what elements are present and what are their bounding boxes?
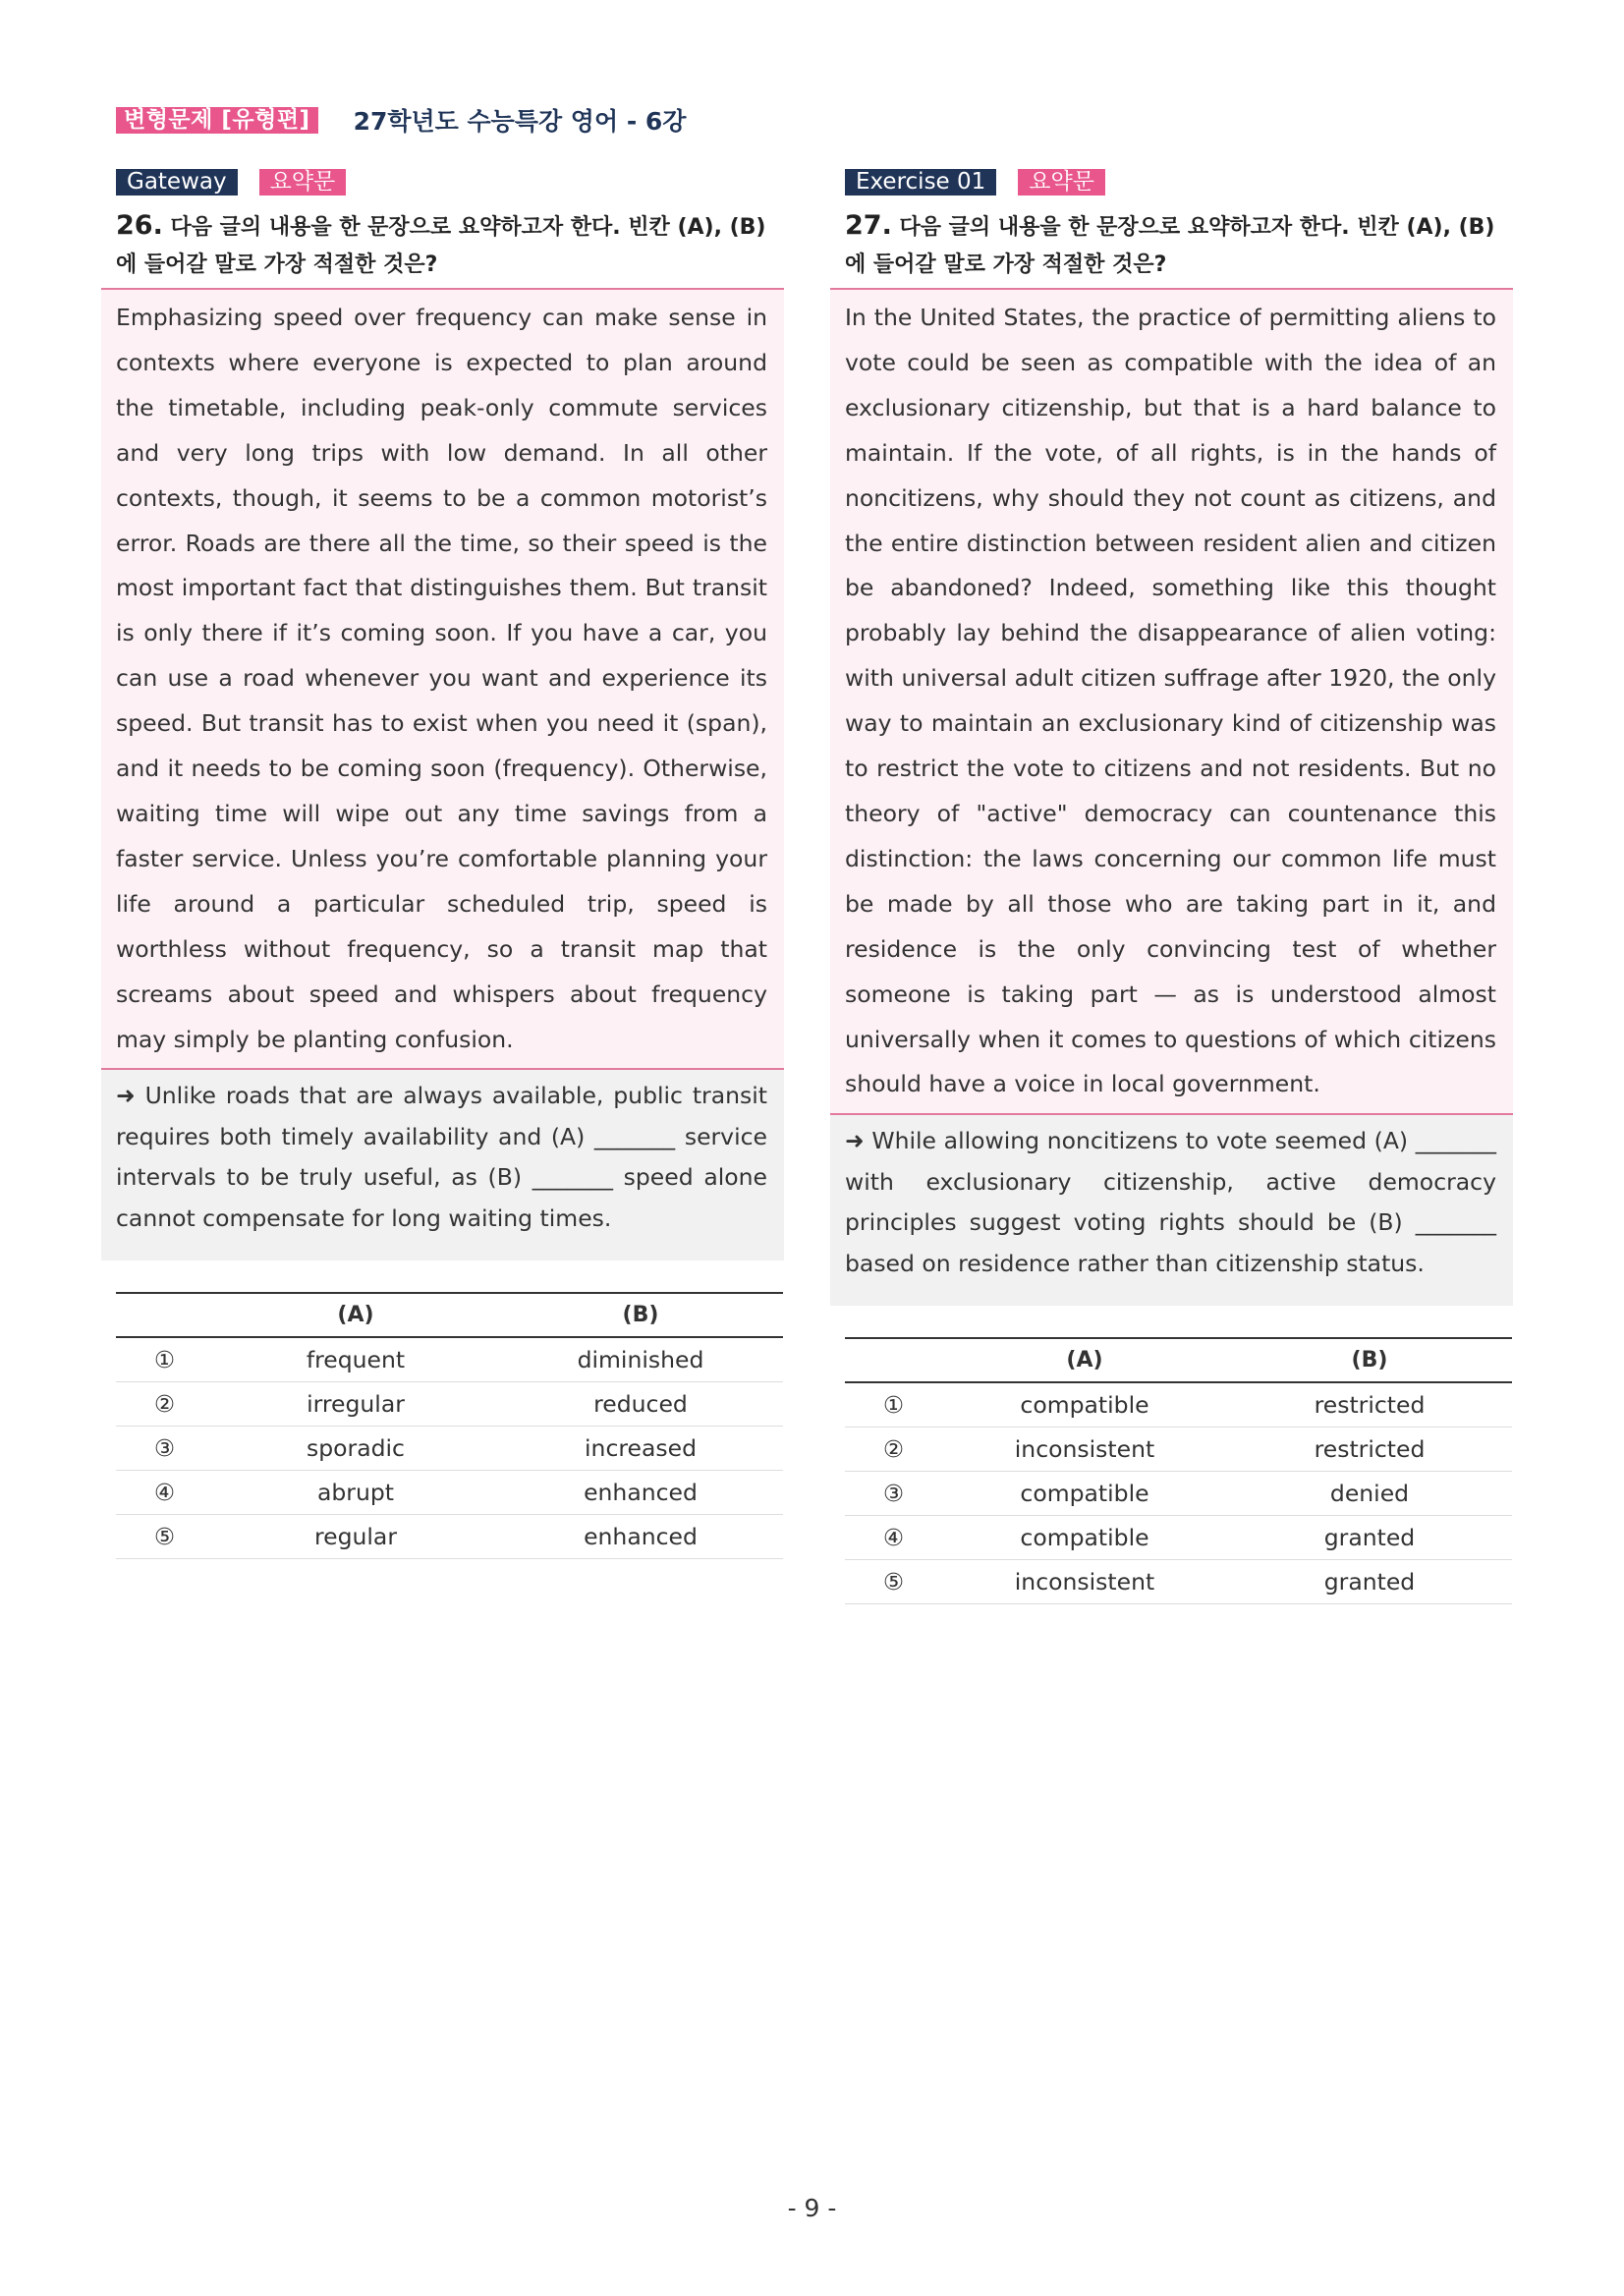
choice-a: frequent: [213, 1337, 498, 1382]
choice-number: ③: [116, 1427, 213, 1471]
choice-number: ②: [845, 1427, 942, 1471]
choices-header-row: [116, 1293, 783, 1337]
choice-number: ①: [116, 1337, 213, 1382]
choice-b: restricted: [1227, 1427, 1512, 1471]
header-cell-number: [845, 1338, 942, 1382]
choice-row[interactable]: [116, 1337, 783, 1382]
header-cell-b: (B): [498, 1293, 783, 1337]
answer-choices-table: [845, 1337, 1512, 1604]
choice-row[interactable]: [116, 1515, 783, 1559]
choice-b: granted: [1227, 1515, 1512, 1559]
choice-a: regular: [213, 1515, 498, 1559]
question-prompt: [845, 207, 1513, 284]
question-number: 26.: [116, 210, 163, 241]
choice-a: inconsistent: [942, 1559, 1227, 1603]
header-cell-b: (B): [1227, 1338, 1512, 1382]
header-tag: 변형문제 [유형편]: [116, 107, 318, 134]
choice-b: enhanced: [498, 1471, 783, 1515]
question-labels: [116, 169, 784, 196]
choice-row[interactable]: [845, 1559, 1512, 1603]
choice-number: ④: [845, 1515, 942, 1559]
choice-a: compatible: [942, 1382, 1227, 1428]
choice-number: ⑤: [116, 1515, 213, 1559]
choice-b: denied: [1227, 1471, 1512, 1515]
passage-text: Emphasizing speed over frequency can make sense in contexts where everyone is expected to plan around the timetable, including peak-only commute services and very long trips with low demand. In all other contexts, though, it seems to be a common motorist’s error. Roads are there all the time, so their speed is the most important fact that distinguishes them. But transit is only there if it’s coming soon. If you have a car, you can use a road whenever you want and experience its speed. But transit has to exist when you need it (span), and it needs to be coming soon (frequency). Otherwise, waiting time will wipe out any time savings from a faster service. Unless you’re comfortable planning your life around a particular scheduled trip, speed is worthless without frequency, so a transit map that screams about speed and whispers about frequency may simply be planting confusion.: [101, 288, 784, 1070]
gateway-label: Gateway: [116, 169, 238, 196]
choice-b: restricted: [1227, 1382, 1512, 1428]
type-label: 요약문: [259, 169, 347, 196]
question-text: 다음 글의 내용을 한 문장으로 요약하고자 한다. 빈칸 (A), (B)에 들어갈 말로 가장 적절한 것은?: [845, 215, 1495, 277]
choice-b: reduced: [498, 1382, 783, 1427]
choice-a: abrupt: [213, 1471, 498, 1515]
page-header: [116, 104, 686, 136]
choice-a: sporadic: [213, 1427, 498, 1471]
choice-number: ④: [116, 1471, 213, 1515]
choices-header-row: [845, 1338, 1512, 1382]
header-title: 27학년도 수능특강 영어 - 6강: [353, 107, 687, 136]
right-column: [830, 169, 1513, 1604]
choice-row[interactable]: [116, 1382, 783, 1427]
question-text: 다음 글의 내용을 한 문장으로 요약하고자 한다. 빈칸 (A), (B)에 들어갈 말로 가장 적절한 것은?: [116, 215, 766, 277]
choice-row[interactable]: [116, 1471, 783, 1515]
choice-number: ③: [845, 1471, 942, 1515]
choice-b: granted: [1227, 1559, 1512, 1603]
choice-number: ①: [845, 1382, 942, 1428]
choice-row[interactable]: [116, 1427, 783, 1471]
choice-b: diminished: [498, 1337, 783, 1382]
question-labels: [845, 169, 1513, 196]
choice-a: inconsistent: [942, 1427, 1227, 1471]
answer-choices-table: [116, 1292, 783, 1559]
choice-a: irregular: [213, 1382, 498, 1427]
header-cell-a: (A): [942, 1338, 1227, 1382]
choice-number: ②: [116, 1382, 213, 1427]
choice-a: compatible: [942, 1471, 1227, 1515]
choice-row[interactable]: [845, 1515, 1512, 1559]
choice-b: increased: [498, 1427, 783, 1471]
choice-row[interactable]: [845, 1471, 1512, 1515]
choice-row[interactable]: [845, 1382, 1512, 1428]
choice-number: ⑤: [845, 1559, 942, 1603]
choice-row[interactable]: [845, 1427, 1512, 1471]
left-column: [101, 169, 784, 1559]
header-cell-a: (A): [213, 1293, 498, 1337]
type-label: 요약문: [1018, 169, 1105, 196]
summary-sentence: ➜ Unlike roads that are always available, public transit requires both timely availability and (A) _______ service intervals to be truly useful, as (B) _______ speed alone cannot compensate for long waiting times.: [101, 1070, 784, 1260]
summary-sentence: ➜ While allowing noncitizens to vote seemed (A) _______ with exclusionary citizenship, active democracy principles suggest voting rights should be (B) _______ based on residence rather than citizenship status.: [830, 1115, 1513, 1306]
question-prompt: [116, 207, 784, 284]
passage-text: In the United States, the practice of permitting aliens to vote could be seen as compatible with the idea of an exclusionary citizenship, but that is a hard balance to maintain. If the vote, of all rights, is in the hands of noncitizens, why should they not count as citizens, and the entire distinction between resident alien and citizen be abandoned? Indeed, something like this thought probably lay behind the disappearance of alien voting: with universal adult citizen suffrage after 1920, the only way to maintain an exclusionary kind of citizenship was to restrict the vote to citizens and not residents. But no theory of "active" democracy can countenance this distinction: the laws concerning our common life must be made by all those who are taking part in it, and residence is the only convincing test of whether someone is taking part — as is understood almost universally when it comes to questions of which citizens should have a voice in local government.: [830, 288, 1513, 1115]
choice-a: compatible: [942, 1515, 1227, 1559]
page-number: - 9 -: [787, 2194, 837, 2222]
question-number: 27.: [845, 210, 892, 241]
header-cell-number: [116, 1293, 213, 1337]
exercise-label: Exercise 01: [845, 169, 996, 196]
choice-b: enhanced: [498, 1515, 783, 1559]
